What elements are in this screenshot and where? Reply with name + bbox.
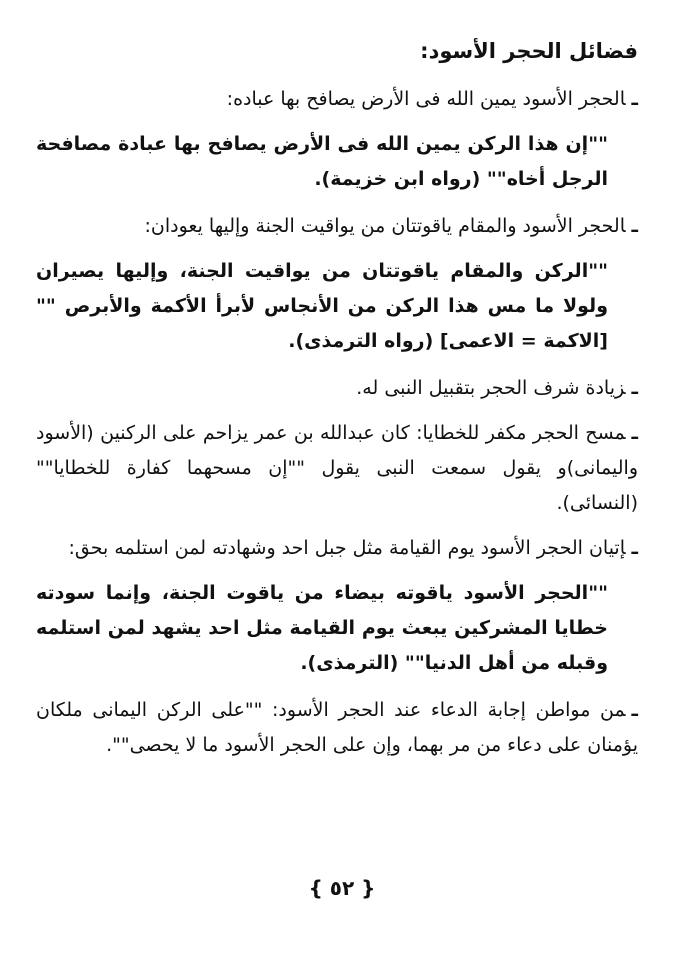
page-number: { ٥٢ } bbox=[308, 876, 376, 900]
bullet-dash: ـ bbox=[631, 699, 638, 721]
list-item bbox=[36, 371, 638, 406]
hadith-quote: ""الركن والمقام ياقوتتان من يواقيت الجنة، وإليها يصيران ولولا ما مس هذا الركن من الأنجاس لأبرأ الأكمة والأبرص ""[الاكمة = الاعمى] (رواه الترمذى). bbox=[36, 260, 608, 352]
list-item bbox=[36, 416, 638, 521]
bullet-dash: ـ bbox=[631, 88, 638, 110]
page-title: فضائل الحجر الأسود: bbox=[420, 39, 638, 63]
page-content bbox=[36, 34, 638, 773]
item-text: من مواطن إجابة الدعاء عند الحجر الأسود: ""على الركن اليمانى ملكان يؤمنان على دعاء من مر بهما، وإن على الحجر الأسود ما لا يحصى"". bbox=[36, 699, 638, 756]
item-text: إتيان الحجر الأسود يوم القيامة مثل جبل احد وشهادته لمن استلمه بحق: bbox=[68, 537, 626, 559]
hadith-quote: ""إن هذا الركن يمين الله فى الأرض يصافح بها عبادة مصافحة الرجل أخاه"" (رواه ابن خزيمة). bbox=[36, 133, 608, 190]
bullet-dash: ـ bbox=[631, 537, 638, 559]
list-item bbox=[36, 693, 638, 763]
item-text: مسح الحجر مكفر للخطايا: كان عبدالله بن عمر يزاحم على الركنين (الأسود واليمانى)و يقول سمعت النبى يقول ""إن مسحهما كفارة للخطايا"" (النسائى). bbox=[36, 422, 638, 514]
item-text: الحجر الأسود والمقام ياقوتتان من يواقيت الجنة وإليها يعودان: bbox=[144, 215, 626, 237]
bullet-dash: ـ bbox=[631, 377, 638, 399]
hadith-quote: ""الحجر الأسود ياقوته بيضاء من ياقوت الجنة، وإنما سودته خطايا المشركين يبعث يوم القيامة مثل احد يشهد لمن استلمه وقبله من أهل الدنيا"" (الترمذى). bbox=[36, 582, 608, 674]
list-item bbox=[36, 209, 638, 244]
bullet-dash: ـ bbox=[631, 422, 638, 444]
bullet-dash: ـ bbox=[631, 215, 638, 237]
list-item bbox=[36, 82, 638, 117]
item-text: زيادة شرف الحجر بتقبيل النبى له. bbox=[356, 377, 626, 399]
list-item bbox=[36, 531, 638, 566]
item-text: الحجر الأسود يمين الله فى الأرض يصافح بها عباده: bbox=[226, 88, 626, 110]
